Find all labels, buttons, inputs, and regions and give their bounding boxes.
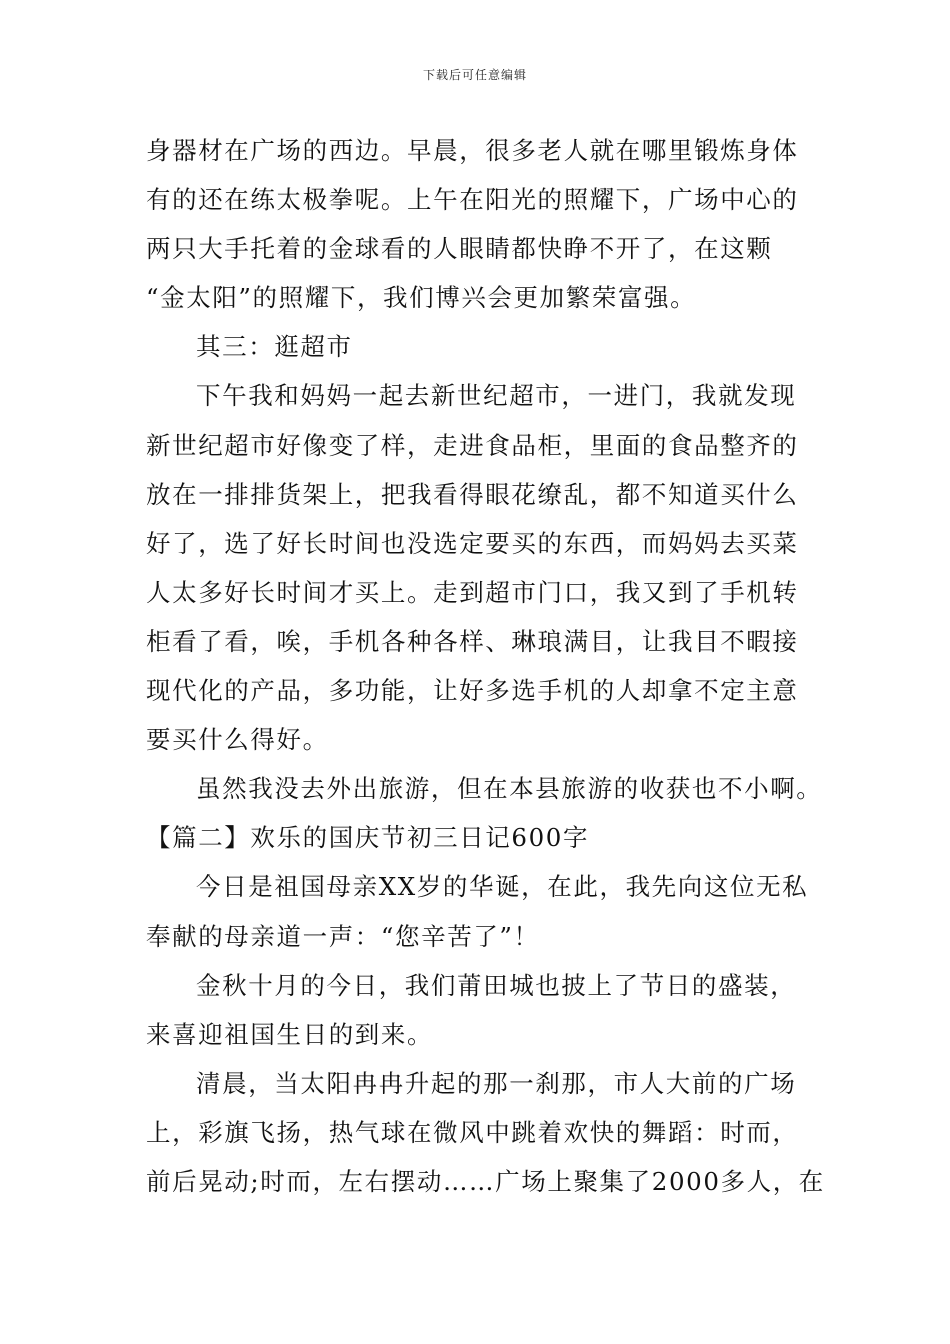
text-line: 身器材在广场的西边。早晨，很多老人就在哪里锻炼身体: [146, 136, 799, 165]
text-line: “金太阳”的照耀下，我们博兴会更加繁荣富强。: [146, 283, 697, 313]
text-line: 奉献的母亲道一声：“您辛苦了”！: [146, 921, 540, 951]
text-line: 来喜迎祖国生日的到来。: [146, 1019, 434, 1049]
text-line: 下午我和妈妈一起去新世纪超市，一进门，我就发现: [196, 381, 797, 411]
text-line: 要买什么得好。: [146, 725, 329, 755]
text-line: 虽然我没去外出旅游，但在本县旅游的收获也不小啊。: [196, 774, 823, 804]
text-line: 前后晃动;时而，左右摆动……广场上聚集了2000多人，在: [146, 1166, 825, 1196]
text-line: 柜看了看，唉，手机各种各样、琳琅满目，让我目不暇接: [146, 626, 799, 656]
text-line: 现代化的产品，多功能，让好多选手机的人却拿不定主意: [146, 676, 799, 706]
text-line: 人太多好长时间才买上。走到超市门口，我又到了手机转: [146, 577, 799, 607]
document-body: [146, 126, 825, 1206]
text-line: 好了，选了好长时间也没选定要买的东西，而妈妈去买菜: [146, 528, 799, 558]
text-line: 金秋十月的今日，我们莆田城也披上了节日的盛装，: [196, 970, 797, 1000]
text-line: 今日是祖国母亲XX岁的华诞，在此，我先向这位无私: [196, 872, 809, 902]
text-line: 新世纪超市好像变了样，走进食品柜，里面的食品整齐的: [146, 430, 799, 460]
text-line: 两只大手托着的金球看的人眼睛都快睁不开了，在这颗: [146, 234, 773, 264]
article-title: 【篇二】欢乐的国庆节初三日记600字: [146, 823, 590, 853]
page-header: 下载后可任意编辑: [422, 68, 527, 82]
text-line: 有的还在练太极拳呢。上午在阳光的照耀下，广场中心的: [146, 185, 799, 215]
text-line: 放在一排排货架上，把我看得眼花缭乱，都不知道买什么: [146, 479, 799, 509]
text-line: 上，彩旗飞扬，热气球在微风中跳着欢快的舞蹈：时而，: [146, 1117, 799, 1147]
text-line: 清晨，当太阳冉冉升起的那一刹那，市人大前的广场: [196, 1068, 797, 1098]
section-heading: 其三：逛超市: [196, 332, 353, 362]
